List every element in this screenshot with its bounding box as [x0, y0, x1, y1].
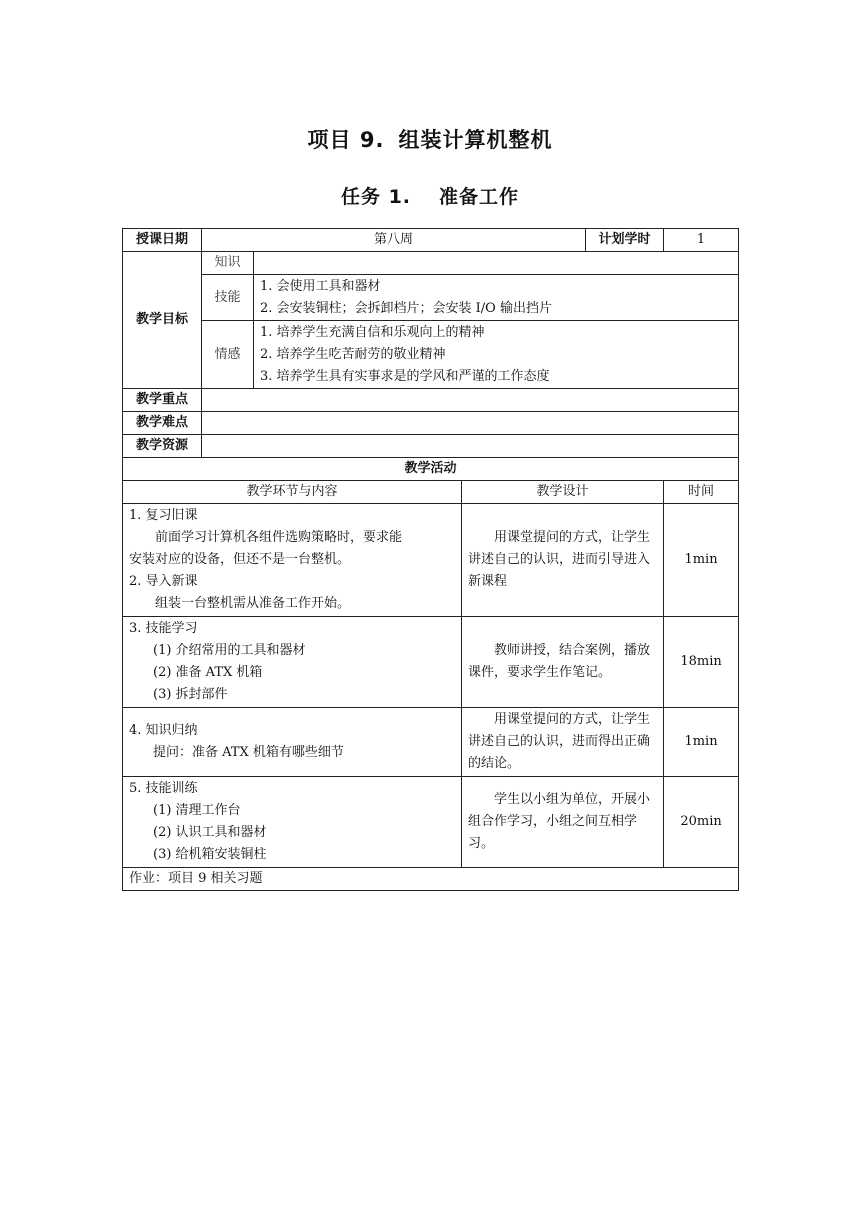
skill-item: 1. 会使用工具和器材 [260, 278, 381, 294]
design-line: 学生以小组为单位，开展小 [494, 792, 651, 807]
project-prefix: 项目 9. [307, 128, 385, 152]
activity-line: 安装对应的设备，但还不是一台整机。 [129, 552, 351, 567]
activities-section-label: 教学活动 [123, 458, 739, 481]
activity-content [123, 777, 462, 868]
activity-heading: 4. 知识归纳 [129, 723, 198, 738]
activity-row [123, 777, 739, 868]
objective-knowledge-row [123, 252, 739, 275]
activity-time: 1min [664, 708, 739, 777]
homework-text: 作业：项目 9 相关习题 [123, 868, 739, 891]
objectives-label: 教学目标 [123, 252, 202, 389]
project-title [0, 124, 860, 154]
design-line: 用课堂提问的方式，让学生 [494, 530, 651, 545]
activity-heading: 5. 技能训练 [129, 781, 198, 796]
homework-row [123, 868, 739, 891]
activity-line: 前面学习计算机各组件选购策略时，要求能 [155, 530, 403, 545]
design-line: 讲述自己的认识，进而引导进入 [468, 552, 651, 567]
activity-design [462, 617, 664, 708]
skills-content [254, 275, 739, 321]
activity-design [462, 504, 664, 617]
skill-item: 2. 会安装铜柱；会拆卸档片；会安装 I/O 输出挡片 [260, 300, 552, 316]
skills-label: 技能 [202, 275, 254, 321]
project-name: 组装计算机整机 [398, 128, 553, 152]
focus-content [202, 389, 739, 412]
hours-label: 计划学时 [586, 229, 664, 252]
difficulty-label: 教学难点 [123, 412, 202, 435]
activity-line: 组装一台整机需从准备工作开始。 [155, 596, 351, 611]
design-line: 教师讲授，结合案例，播放 [494, 643, 651, 658]
activity-heading: 3. 技能学习 [129, 621, 198, 636]
emotion-content [254, 321, 739, 389]
activity-content [123, 708, 462, 777]
design-line: 组合作学习，小组之间互相学 [468, 814, 638, 829]
difficulty-content [202, 412, 739, 435]
task-title [0, 182, 860, 209]
activity-line: (2) 准备 ATX 机箱 [153, 665, 263, 680]
emotion-item: 3. 培养学生具有实事求是的学风和严谨的工作态度 [260, 368, 550, 384]
activity-row [123, 617, 739, 708]
activity-content [123, 504, 462, 617]
knowledge-label: 知识 [202, 252, 254, 275]
design-line: 习。 [468, 836, 495, 851]
activity-line: (1) 清理工作台 [153, 803, 241, 818]
design-line: 的结论。 [468, 756, 521, 771]
design-line: 用课堂提问的方式，让学生 [494, 712, 651, 727]
task-name: 准备工作 [439, 186, 520, 208]
emotion-label: 情感 [202, 321, 254, 389]
activities-section-row [123, 458, 739, 481]
resources-content [202, 435, 739, 458]
objective-emotion-row [123, 321, 739, 389]
activity-row [123, 708, 739, 777]
task-prefix: 任务 1. [340, 186, 412, 208]
col-design-header: 教学设计 [462, 481, 664, 504]
design-line: 新课程 [468, 574, 508, 589]
col-time-header: 时间 [664, 481, 739, 504]
design-line: 课件，要求学生作笔记。 [468, 665, 612, 680]
activity-line: (3) 给机箱安装铜柱 [153, 847, 267, 862]
difficulty-row [123, 412, 739, 435]
design-line: 讲述自己的认识，进而得出正确 [468, 734, 651, 749]
date-value: 第八周 [202, 229, 586, 252]
activity-design [462, 708, 664, 777]
activity-content [123, 617, 462, 708]
activity-line: (3) 拆封部件 [153, 687, 228, 702]
knowledge-content [254, 252, 739, 275]
activity-line: (2) 认识工具和器材 [153, 825, 267, 840]
activity-line: (1) 介绍常用的工具和器材 [153, 643, 306, 658]
activity-time: 18min [664, 617, 739, 708]
activity-row [123, 504, 739, 617]
resources-label: 教学资源 [123, 435, 202, 458]
activity-design [462, 777, 664, 868]
focus-row [123, 389, 739, 412]
lesson-plan-table [122, 228, 739, 891]
date-label: 授课日期 [123, 229, 202, 252]
focus-label: 教学重点 [123, 389, 202, 412]
activity-heading: 2. 导入新课 [129, 574, 198, 589]
objective-skills-row [123, 275, 739, 321]
activity-time: 1min [664, 504, 739, 617]
activity-line: 提问：准备 ATX 机箱有哪些细节 [153, 745, 344, 760]
activity-heading: 1. 复习旧课 [129, 508, 198, 523]
activities-columns-row [123, 481, 739, 504]
emotion-item: 1. 培养学生充满自信和乐观向上的精神 [260, 324, 485, 340]
emotion-item: 2. 培养学生吃苦耐劳的敬业精神 [260, 346, 446, 362]
activity-time: 20min [664, 777, 739, 868]
resources-row [123, 435, 739, 458]
info-row [123, 229, 739, 252]
col-content-header: 教学环节与内容 [123, 481, 462, 504]
hours-value: 1 [664, 229, 739, 252]
